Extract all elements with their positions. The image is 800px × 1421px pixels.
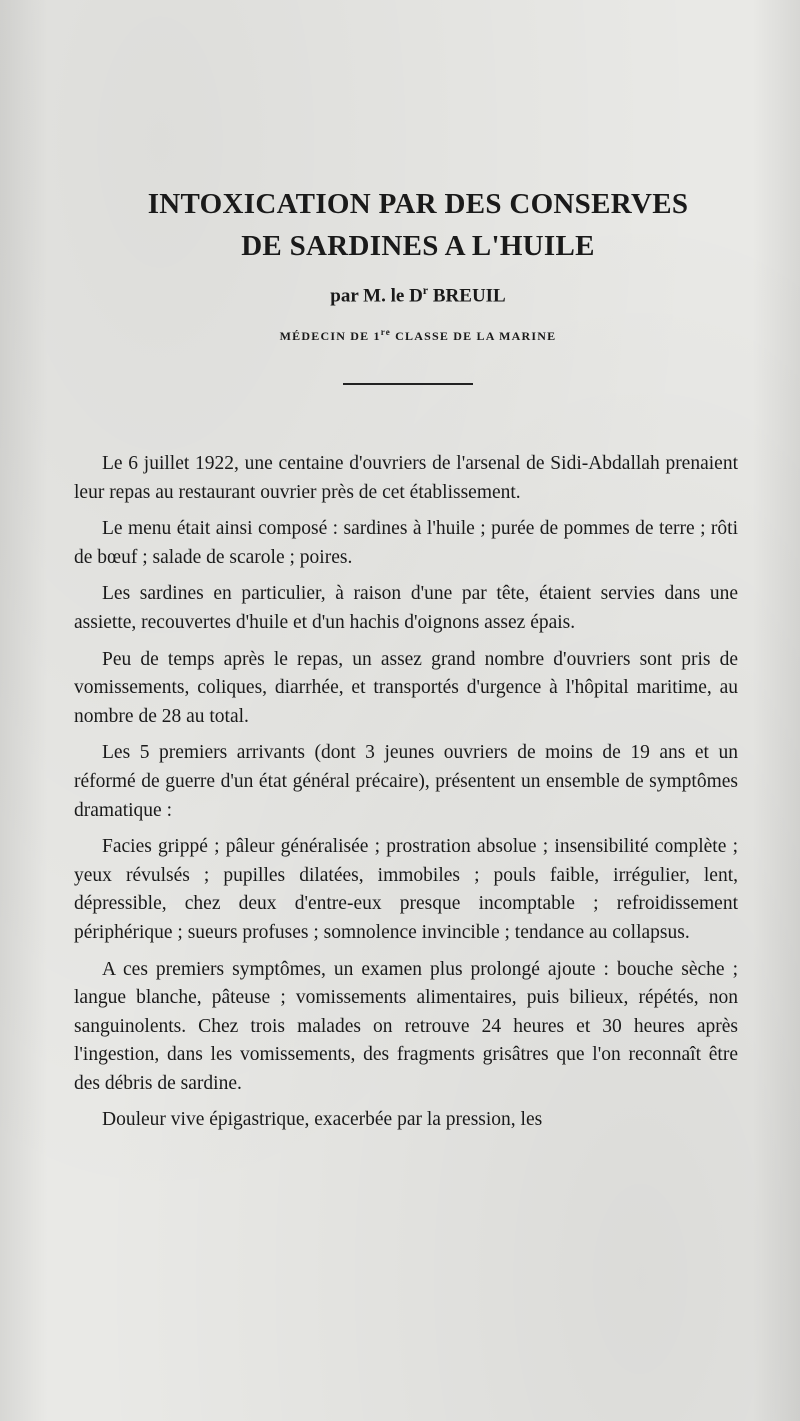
paragraph-2: Le menu était ainsi composé : sardines à l'huile ; purée de pommes de terre ; rôti de bœuf ; salade de scarole ; poires. — [74, 518, 738, 568]
rank-sup: re — [380, 327, 391, 337]
section-divider — [343, 383, 473, 385]
author-name: BREUIL — [428, 285, 506, 307]
paragraph-3: Les sardines en particulier, à raison d'une par tête, étaient servies dans une assiette, recouvertes d'huile et d'un hachis d'oignons assez épais. — [74, 583, 738, 633]
paragraph-5: Les 5 premiers arrivants (dont 3 jeunes ouvriers de moins de 19 ans et un réformé de guerre d'un état général précaire), présentent un ensemble de symptômes dramatique : — [74, 742, 738, 821]
paragraph-4: Peu de temps après le repas, un assez grand nombre d'ouvriers sont pris de vomissements, coliques, diarrhée, et transportés d'urgence à l'hôpital maritime, au nombre de 28 au total. — [74, 648, 738, 727]
rank-suffix: CLASSE DE LA MARINE — [390, 329, 557, 343]
paragraph-6: Facies grippé ; pâleur généralisée ; prostration absolue ; insensibilité complète ; yeux révulsés ; pupilles dilatées, immobiles ; pouls faible, irrégulier, lent, dépressible, chez deux d'entre-eux presque incomptable ; refroidissement périphérique ; sueurs profuses ; somnolence invincible ; tendance au collapsus. — [74, 836, 738, 943]
author-rank — [100, 327, 736, 344]
rank-prefix: MÉDECIN DE 1 — [279, 329, 381, 343]
paragraph-7: A ces premiers symptômes, un examen plus prolongé ajoute : bouche sèche ; langue blanche, pâteuse ; vomissements alimentaires, puis bilieux, répétés, non sanguinolents. Chez trois malades on retrouve 24 heures et 30 heures après l'ingestion, dans les vomissements, des fragments grisâtres que l'on reconnaît être des débris de sardine. — [74, 958, 738, 1094]
paragraph-8: Douleur vive épigastrique, exacerbée par la pression, les — [102, 1109, 543, 1131]
paragraph-1: Le 6 juillet 1922, une centaine d'ouvriers de l'arsenal de Sidi-Abdallah prenaient leur repas au restaurant ouvrier près de cet établissement. — [74, 453, 738, 503]
article-title-line-1: INTOXICATION PAR DES CONSERVES — [147, 188, 689, 220]
author-title-sup: r — [422, 283, 429, 297]
author-prefix: par M. le D — [330, 285, 423, 307]
author-line — [100, 283, 736, 307]
article-title-line-2: DE SARDINES A L'HUILE — [241, 230, 595, 262]
article-body — [74, 450, 738, 1143]
